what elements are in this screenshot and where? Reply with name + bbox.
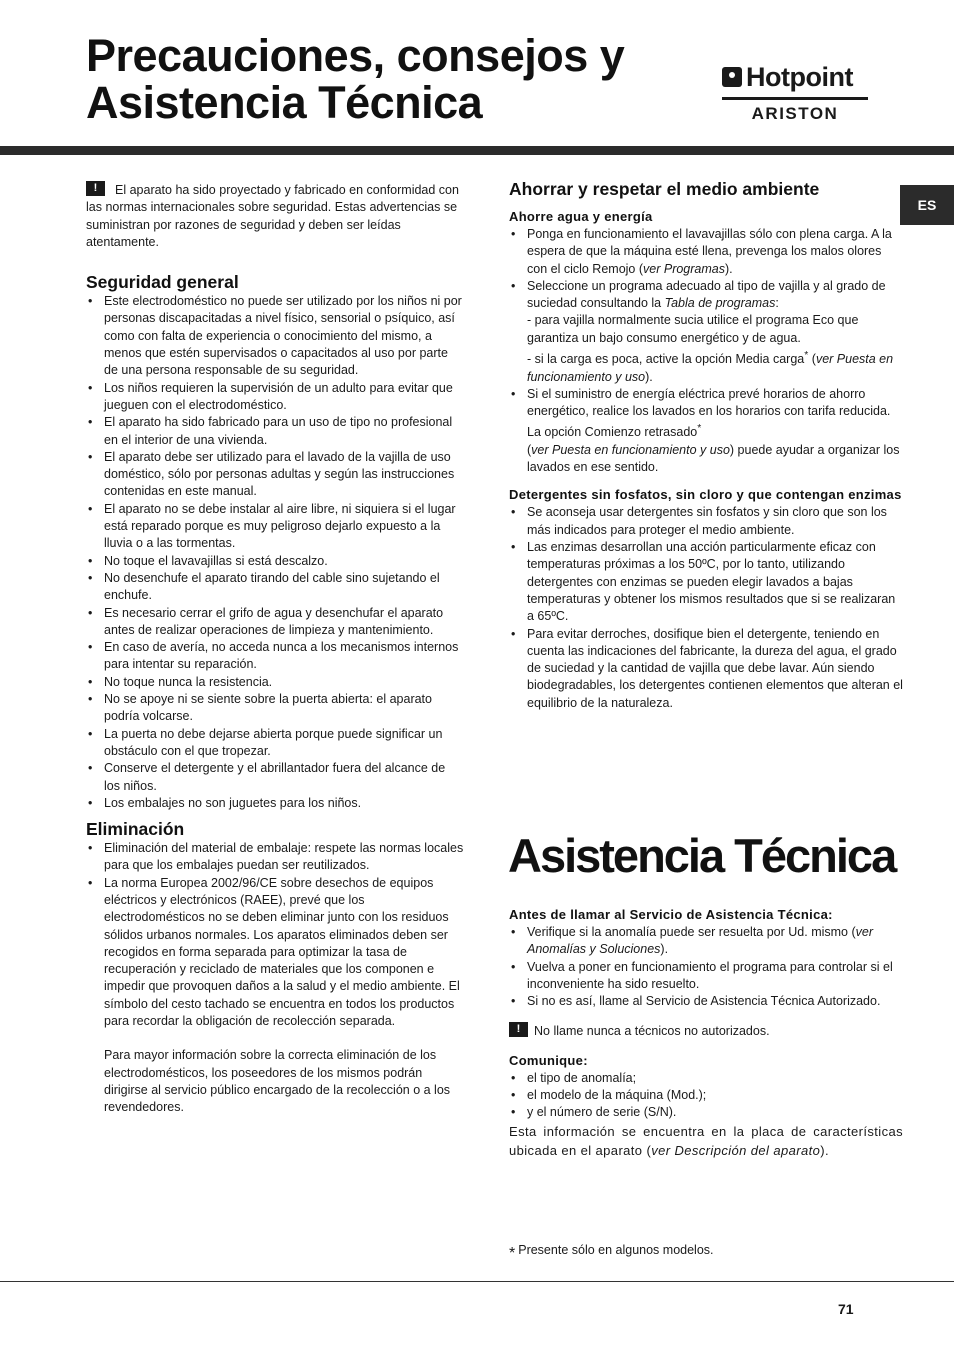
list-item: • Es necesario cerrar el grifo de agua y desenchufar el aparato antes de realizar operaciones de limpieza y mantenimiento. [86, 605, 464, 640]
item-text: Verifique si la anomalía puede ser resuelta por Ud. mismo ( [527, 925, 856, 939]
list-item: • El aparato debe ser utilizado para el lavado de la vajilla de uso doméstico, sólo por personas adultas y según las instrucciones contenidas en este manual. [86, 449, 464, 501]
info-text: Esta información se encuentra en la placa de características ubicada en el aparato ( [509, 1123, 903, 1158]
list-item: • No toque nunca la resistencia. [86, 674, 464, 691]
list-item: • No se apoye ni se siente sobre la puerta abierta: el aparato podría volcarse. [86, 691, 464, 726]
communicate-heading: Comunique: [509, 1052, 588, 1068]
before-calling-list [509, 924, 903, 1010]
list-item: • En caso de avería, no acceda nunca a los mecanismos internos para intentar su reparación. [86, 639, 464, 674]
item-text-end: ). [660, 942, 669, 957]
left-column [86, 181, 464, 1117]
footnote [509, 1243, 714, 1263]
cross-reference: ver Anomalías y Soluciones [527, 925, 874, 957]
list-item: • El aparato no se debe instalar al aire libre, ni siquiera si el lugar está reparado porque es muy peligroso dejarlo expuesto a la lluvia o a las tormentas. [86, 501, 464, 553]
communicate-info [509, 1122, 903, 1160]
footnote-mark: * [804, 350, 809, 362]
logo-mark-icon [722, 67, 742, 87]
warning-text: No llame nunca a técnicos no autorizados. [534, 1024, 770, 1039]
list-item: • Se aconseja usar detergentes sin fosfatos y sin cloro que son los más indicados para proteger el medio ambiente. [509, 504, 903, 539]
list-item: • Seleccione un programa adecuado al tipo de vajilla y al grado de suciedad consultando la Tabla de programas: - para vajilla normalmente sucia utilice el programa Eco que garantiza un bajo consumo energético y de agua. - si la carga es poca, active la opción Media carga* (ver Puesta en funcionamiento y uso). [509, 278, 903, 386]
info-text-end: ). [820, 1142, 829, 1158]
list-item: • y el número de serie (S/N). [509, 1104, 903, 1121]
language-tab: ES [900, 185, 954, 225]
footnote-text: Presente sólo en algunos modelos. [518, 1243, 714, 1257]
detergents-list [509, 504, 903, 712]
disposal-heading: Eliminación [86, 819, 185, 840]
item-text: Seleccione un programa adecuado al tipo de vajilla y al grado de suciedad consultando la [527, 278, 886, 311]
list-item: • No toque el lavavajillas si está descalzo. [86, 553, 464, 570]
intro-paragraph [86, 181, 464, 251]
list-item: • el modelo de la máquina (Mod.); [509, 1087, 903, 1104]
footnote-mark: * [509, 1245, 516, 1262]
sub-item-text: - si la carga es poca, active la opción Media carga [527, 352, 805, 367]
list-item [509, 924, 903, 959]
logo-divider [722, 97, 868, 100]
item-text: Si el suministro de energía eléctrica prevé horarios de ahorro energético, realice los lavados en los horarios con tarifa reducida. La opción Comienzo retrasado [527, 386, 891, 440]
warning-icon [86, 181, 105, 196]
cross-reference: ver Puesta en funcionamiento y uso [531, 442, 730, 457]
cross-reference: ver Programas [643, 261, 725, 276]
list-item: • Si el suministro de energía eléctrica prevé horarios de ahorro energético, realice los lavados en los horarios con tarifa reducida. La opción Comienzo retrasado* (ver Puesta en funcionamiento y uso) puede ayudar a organizar los lavados en ese sentido. [509, 386, 903, 477]
list-item: • La norma Europea 2002/96/CE sobre desechos de equipos eléctricos y electrónicos (RAEE), prevé que los electrodomésticos no se deben eliminar junto con los residuos sólidos urbanos normales. Los aparatos eliminados deben ser recogidos en forma separada para optimizar la tasa de recuperación y reciclado de materiales que los componen e impedir que provoquen daños a la salud y el medio ambiente. El símbolo del cesto tachado se encuentra en todos los productos para recordar la obligación de recolección separada. [86, 875, 464, 1031]
list-item: • Eliminación del material de embalaje: respete las normas locales para que los embalajes puedan ser reutilizados. [86, 840, 464, 875]
disposal-extra-paragraph: Para mayor información sobre la correcta eliminación de los electrodomésticos, los poseedores de los mismos podrán dirigirse al servicio público encargado de la recolección o a los revendedores. [104, 1048, 451, 1115]
service-section-title: Asistencia Técnica [508, 829, 896, 882]
page-title [86, 32, 706, 126]
title-line-1: Precauciones, consejos y [86, 30, 625, 81]
safety-list [86, 293, 464, 812]
list-item: • el tipo de anomalía; [509, 1070, 903, 1087]
item-text-end: ). [725, 261, 733, 276]
warning-icon [509, 1022, 528, 1037]
header-divider-bar [0, 146, 954, 155]
sub-item-text: - para vajilla normalmente sucia utilice el programa Eco que garantiza un bajo consumo energético y de agua. [527, 313, 859, 345]
logo-sub-text: ARISTON [751, 104, 839, 123]
cross-reference: Tabla de programas [664, 296, 776, 311]
service-section [509, 906, 903, 1160]
water-energy-heading: Ahorre agua y energía [509, 209, 653, 224]
list-item: • Si no es así, llame al Servicio de Asistencia Técnica Autorizado. [509, 993, 903, 1010]
unauthorized-warning [509, 1022, 903, 1040]
list-item: • Los niños requieren la supervisión de un adulto para evitar que jueguen con el electrodoméstico. [86, 380, 464, 415]
safety-heading: Seguridad general [86, 272, 239, 293]
list-item: • Este electrodoméstico no puede ser utilizado por los niños ni por personas discapacitadas a nivel físico, sensorial o psíquico, así como con falta de experiencia o conocimiento del mismo, a menos que estén supervisados o capacitados al uso por parte de una persona responsable de su seguridad. [86, 293, 464, 379]
footer-divider [0, 1281, 954, 1282]
list-item: • Vuelva a poner en funcionamiento el programa para controlar si el inconveniente ha sido resuelto. [509, 959, 903, 994]
item-text-end: : [775, 296, 779, 311]
list-item: • Para evitar derroches, dosifique bien el detergente, teniendo en cuenta las indicaciones del fabricante, la dureza del agua, el grado de suciedad y la cantidad de vajilla que debe lavar. Aún siendo biodegradables, los detergentes contienen elementos que alteran el equilibrio de la naturaleza. [509, 626, 903, 712]
logo-brand-text: Hotpoint [746, 61, 853, 92]
item-text-end: ) puede ayudar a organizar los lavados en ese sentido. [527, 442, 900, 475]
right-column [509, 178, 903, 712]
list-item: • Los embalajes no son juguetes para los niños. [86, 795, 464, 812]
list-item: • No desenchufe el aparato tirando del cable sino sujetando el enchufe. [86, 570, 464, 605]
title-line-2: Asistencia Técnica [86, 77, 483, 128]
page-number: 71 [838, 1301, 854, 1317]
list-item: • Las enzimas desarrollan una acción particularmente eficaz con temperaturas próximas a los 50ºC, por lo tanto, utilizando detergentes con enzimas se pueden elegir lavados a bajas temperaturas y obtener los mismos resultados que si se realizaran a 65ºC. [509, 539, 903, 625]
list-item [509, 226, 903, 278]
intro-text: El aparato ha sido proyectado y fabricado en conformidad con las normas internacionales sobre seguridad. Estas advertencias se suministran por razones de seguridad y deben ser leídas atentamente. [86, 183, 459, 249]
communicate-list [509, 1070, 903, 1122]
footnote-mark: * [697, 423, 702, 435]
brand-logo [722, 60, 868, 124]
cross-reference: ver Puesta en funcionamiento y uso [527, 352, 894, 384]
environment-heading: Ahorrar y respetar el medio ambiente [509, 179, 820, 199]
list-item: • El aparato ha sido fabricado para un uso de tipo no profesional en el interior de una vivienda. [86, 414, 464, 449]
water-energy-list [509, 226, 903, 476]
list-item: • La puerta no debe dejarse abierta porque puede significar un obstáculo con el que tropezar. [86, 726, 464, 761]
detergents-heading: Detergentes sin fosfatos, sin cloro y que contengan enzimas [509, 487, 902, 503]
cross-reference: ver Descripción del aparato [651, 1142, 821, 1158]
list-item: • Conserve el detergente y el abrillantador fuera del alcance de los niños. [86, 760, 464, 795]
disposal-list [86, 840, 464, 1030]
item-text: Ponga en funcionamiento el lavavajillas sólo con plena carga. A la espera de que la máquina esté llena, prevenga los malos olores con el ciclo Remojo ( [527, 227, 892, 276]
before-calling-heading: Antes de llamar al Servicio de Asistencia Técnica: [509, 907, 833, 922]
